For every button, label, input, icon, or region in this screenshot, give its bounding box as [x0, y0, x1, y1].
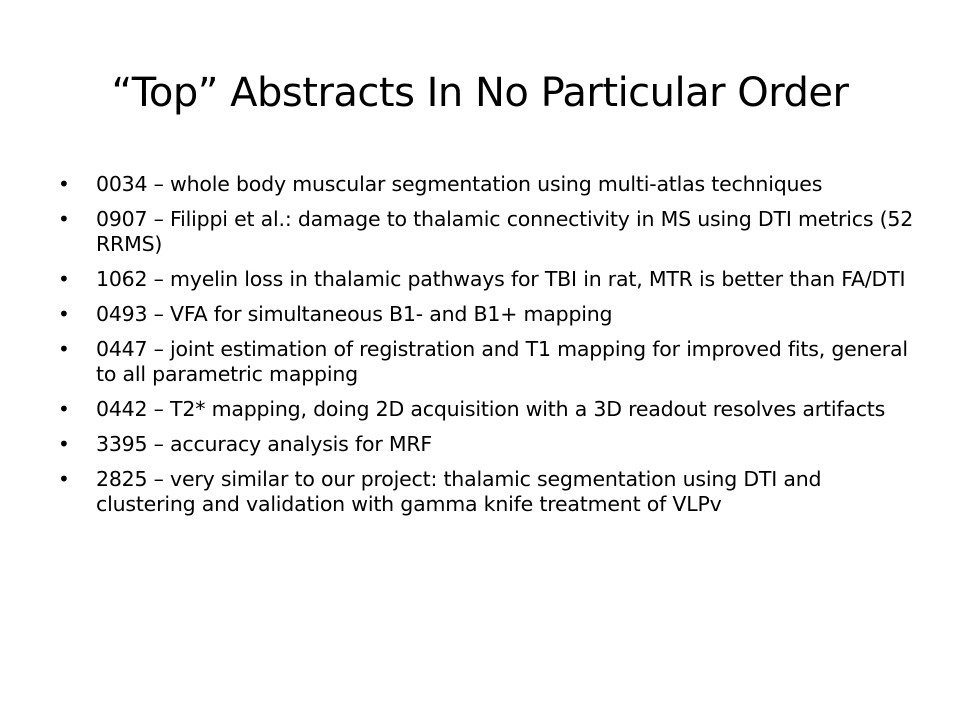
bullet-item	[58, 172, 922, 197]
bullet-icon: •	[58, 267, 70, 291]
bullet-text: 0907 – Filippi et al.: damage to thalamic connectivity in MS using DTI metrics (52 RRMS)	[96, 207, 914, 256]
bullet-item	[58, 397, 922, 422]
bullet-text: 2825 – very similar to our project: thalamic segmentation using DTI and clustering and validation with gamma knife treatment of VLPv	[96, 467, 822, 516]
bullet-text: 1062 – myelin loss in thalamic pathways for TBI in rat, MTR is better than FA/DTI	[96, 267, 906, 291]
bullet-item	[58, 267, 922, 292]
bullet-icon: •	[58, 397, 70, 421]
bullet-item	[58, 302, 922, 327]
bullet-item	[58, 337, 922, 387]
slide-title: “Top” Abstracts In No Particular Order	[111, 70, 849, 116]
bullet-icon: •	[58, 302, 70, 326]
bullet-text: 0442 – T2* mapping, doing 2D acquisition with a 3D readout resolves artifacts	[96, 397, 886, 421]
bullet-text: 0034 – whole body muscular segmentation using multi-atlas techniques	[96, 172, 823, 196]
bullet-item	[58, 207, 922, 257]
bullet-text: 3395 – accuracy analysis for MRF	[96, 432, 433, 456]
bullet-icon: •	[58, 467, 70, 491]
bullet-item	[58, 432, 922, 457]
bullet-text: 0447 – joint estimation of registration and T1 mapping for improved fits, general to all parametric mapping	[96, 337, 908, 386]
bullet-icon: •	[58, 172, 70, 196]
bullet-item	[58, 467, 922, 517]
bullet-icon: •	[58, 337, 70, 361]
bullet-icon: •	[58, 432, 70, 456]
bullet-text: 0493 – VFA for simultaneous B1- and B1+ mapping	[96, 302, 613, 326]
bullet-icon: •	[58, 207, 70, 231]
bullet-list	[58, 172, 922, 527]
